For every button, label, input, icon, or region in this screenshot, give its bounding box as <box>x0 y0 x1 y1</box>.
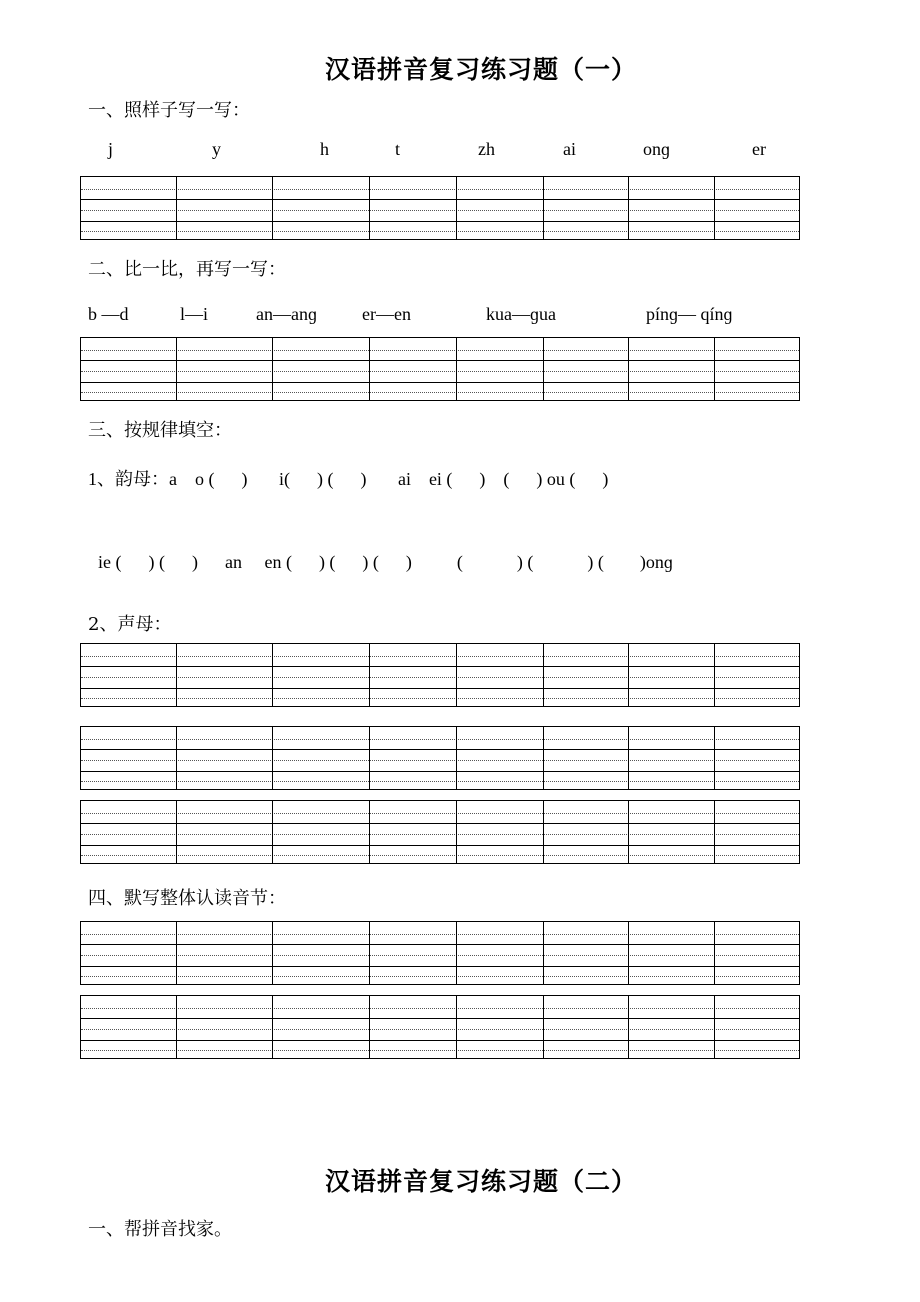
grid-cell-divider <box>543 338 544 400</box>
grid-cell-divider <box>456 338 457 400</box>
grid-cell-divider <box>272 177 273 239</box>
grid-rule <box>81 221 799 222</box>
grid-rule <box>81 955 799 956</box>
grid-rule <box>81 944 799 945</box>
grid-cell-divider <box>369 644 370 706</box>
writing-grid-initials-2[interactable] <box>80 726 800 790</box>
grid-rule <box>81 781 799 782</box>
finals-pattern-line-2: ie ( ) ( ) an en ( ) ( ) ( ) ( ) ( ) ( )onɡ <box>98 552 673 572</box>
grid-rule <box>81 1008 799 1009</box>
grid-cell-divider <box>369 338 370 400</box>
grid-cell-divider <box>714 338 715 400</box>
grid-rule <box>81 1050 799 1051</box>
worksheet-2-title: 汉语拼音复习练习题（二） <box>325 1167 638 1196</box>
grid-cell-divider <box>628 727 629 789</box>
compare-pair: pínɡ— qínɡ <box>646 304 733 324</box>
grid-rule <box>81 813 799 814</box>
grid-cell-divider <box>456 177 457 239</box>
grid-cell-divider <box>543 922 544 984</box>
example-letter: h <box>320 139 329 159</box>
grid-rule <box>81 688 799 689</box>
compare-pair: kua—ɡua <box>486 304 556 324</box>
grid-rule <box>81 382 799 383</box>
example-letter: onɡ <box>643 139 670 159</box>
grid-rule <box>81 698 799 699</box>
grid-rule <box>81 966 799 967</box>
grid-cell-divider <box>628 177 629 239</box>
grid-cell-divider <box>272 801 273 863</box>
grid-cell-divider <box>456 644 457 706</box>
grid-cell-divider <box>714 177 715 239</box>
grid-rule <box>81 210 799 211</box>
initials-subheading: 2、声母： <box>88 614 172 635</box>
grid-cell-divider <box>456 996 457 1058</box>
grid-cell-divider <box>628 922 629 984</box>
grid-rule <box>81 834 799 835</box>
grid-rule <box>81 666 799 667</box>
grid-rule <box>81 934 799 935</box>
writing-grid-syllables-2[interactable] <box>80 995 800 1059</box>
section-4-heading: 四、默写整体认读音节： <box>88 888 286 909</box>
grid-cell-divider <box>369 996 370 1058</box>
grid-rule <box>81 976 799 977</box>
grid-rule <box>81 360 799 361</box>
grid-cell-divider <box>456 727 457 789</box>
grid-rule <box>81 823 799 824</box>
worksheet-1-title: 汉语拼音复习练习题（一） <box>325 55 638 84</box>
grid-cell-divider <box>369 177 370 239</box>
grid-cell-divider <box>543 177 544 239</box>
grid-cell-divider <box>543 801 544 863</box>
finals-pattern-line-1: 1、韵母：a o ( ) i( ) ( ) ai ei ( ) ( ) ou ( ) <box>88 469 609 489</box>
grid-rule <box>81 199 799 200</box>
grid-rule <box>81 189 799 190</box>
writing-grid-section1[interactable] <box>80 176 800 240</box>
grid-rule <box>81 1029 799 1030</box>
grid-cell-divider <box>369 801 370 863</box>
grid-cell-divider <box>272 644 273 706</box>
grid-cell-divider <box>714 801 715 863</box>
grid-cell-divider <box>272 922 273 984</box>
compare-pair: er—en <box>362 304 411 324</box>
grid-cell-divider <box>714 727 715 789</box>
grid-cell-divider <box>456 922 457 984</box>
grid-rule <box>81 371 799 372</box>
grid-cell-divider <box>176 727 177 789</box>
grid-cell-divider <box>628 996 629 1058</box>
grid-rule <box>81 739 799 740</box>
grid-cell-divider <box>176 338 177 400</box>
grid-cell-divider <box>456 801 457 863</box>
example-letter: t <box>395 139 401 159</box>
grid-cell-divider <box>628 644 629 706</box>
grid-cell-divider <box>176 644 177 706</box>
grid-rule <box>81 350 799 351</box>
grid-cell-divider <box>369 727 370 789</box>
grid-cell-divider <box>543 727 544 789</box>
section-3-heading: 三、按规律填空： <box>88 420 232 441</box>
compare-pair: l—i <box>180 304 209 324</box>
grid-rule <box>81 845 799 846</box>
writing-grid-initials-1[interactable] <box>80 643 800 707</box>
grid-rule <box>81 656 799 657</box>
section-2-heading: 二、比一比，再写一写： <box>88 259 286 280</box>
section-1-heading: 一、照样子写一写： <box>88 100 250 121</box>
grid-cell-divider <box>176 177 177 239</box>
example-letter: zh <box>478 139 495 159</box>
grid-cell-divider <box>543 996 544 1058</box>
grid-rule <box>81 1040 799 1041</box>
grid-cell-divider <box>176 996 177 1058</box>
compare-pair: an—anɡ <box>256 304 317 324</box>
grid-cell-divider <box>272 338 273 400</box>
grid-rule <box>81 677 799 678</box>
grid-cell-divider <box>272 996 273 1058</box>
writing-grid-initials-3[interactable] <box>80 800 800 864</box>
grid-rule <box>81 231 799 232</box>
grid-rule <box>81 392 799 393</box>
grid-cell-divider <box>714 996 715 1058</box>
grid-rule <box>81 1018 799 1019</box>
sheet2-section-1-heading: 一、帮拼音找家。 <box>88 1219 232 1240</box>
grid-rule <box>81 771 799 772</box>
example-letter: ai <box>563 139 576 159</box>
grid-cell-divider <box>272 727 273 789</box>
grid-cell-divider <box>714 644 715 706</box>
example-letter: j <box>108 139 114 159</box>
writing-grid-section2[interactable] <box>80 337 800 401</box>
example-letter: er <box>752 139 766 159</box>
grid-cell-divider <box>628 801 629 863</box>
grid-cell-divider <box>176 922 177 984</box>
grid-cell-divider <box>176 801 177 863</box>
example-letter: y <box>212 139 221 159</box>
writing-grid-syllables-1[interactable] <box>80 921 800 985</box>
grid-cell-divider <box>714 922 715 984</box>
grid-rule <box>81 760 799 761</box>
compare-pair: b —d <box>88 304 129 324</box>
grid-cell-divider <box>543 644 544 706</box>
grid-rule <box>81 855 799 856</box>
grid-rule <box>81 749 799 750</box>
grid-cell-divider <box>369 922 370 984</box>
grid-cell-divider <box>628 338 629 400</box>
